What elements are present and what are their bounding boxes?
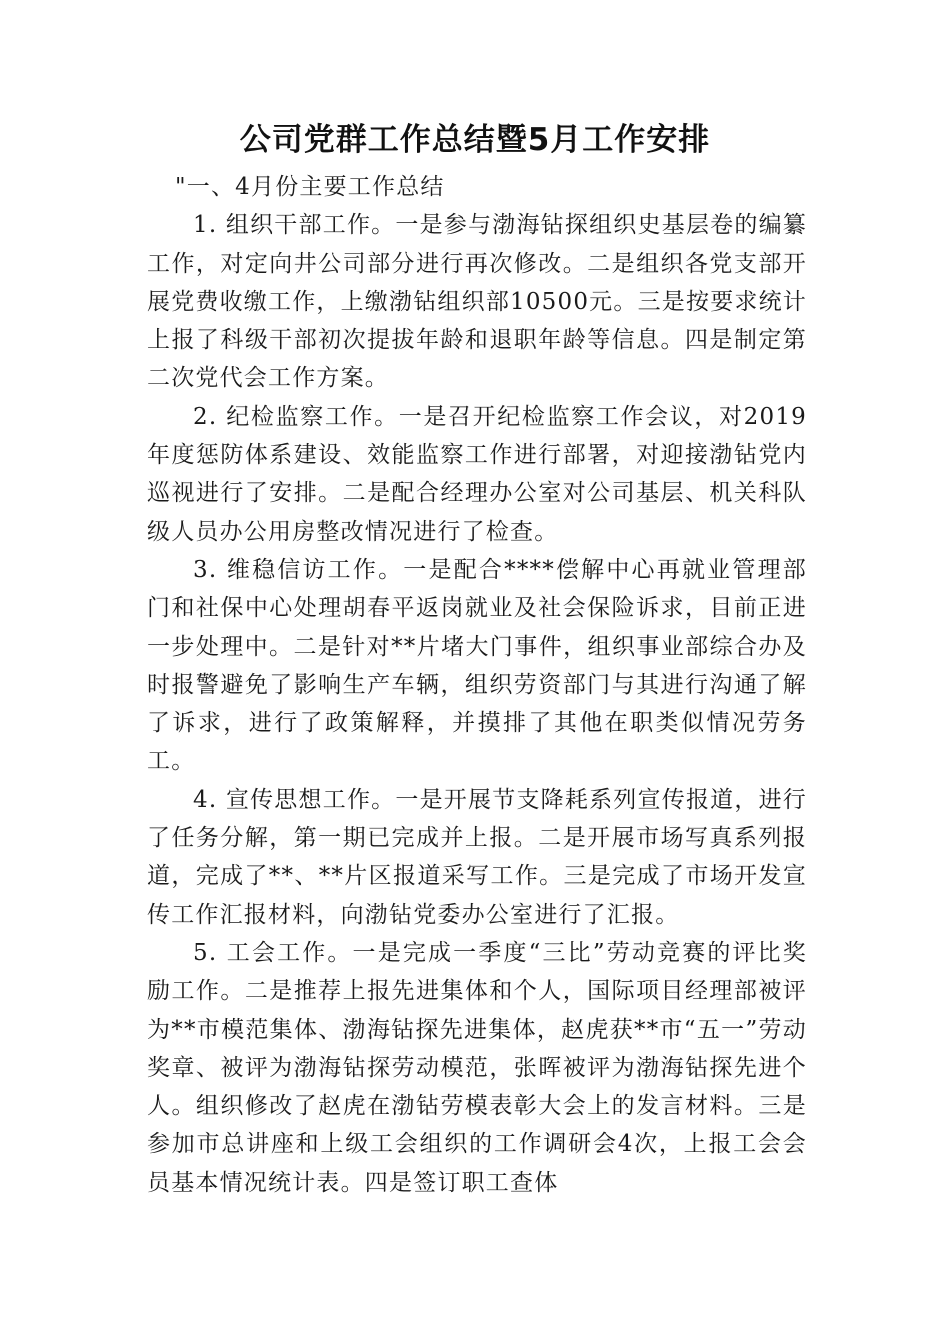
paragraph-publicity: 4. 宣传思想工作。一是开展节支降耗系列宣传报道，进行了任务分解，第一期已完成并上报。二是开展市场写真系列报道，完成了**、**片区报道采写工作。三是完成了市场开发宣传工作汇报材料，向渤钻党委办公室进行了汇报。 [147,786,807,928]
section-heading: "一、4月份主要工作总结 [175,174,445,200]
paragraph-union: 5. 工会工作。一是完成一季度“三比”劳动竞赛的评比奖励工作。二是推荐上报先进集体和个人，国际项目经理部被评为**市模范集体、渤海钻探先进集体，赵虎获**市“五一”劳动奖章、被评为渤海钻探劳动模范，张晖被评为渤海钻探先进个人。组织修改了赵虎在渤钻劳模表彰大会上的发言材料。三是参加市总讲座和上级工会组织的工作调研会4次，上报工会会员基本情况统计表。四是签订职工查体 [147,939,807,1196]
paragraph-discipline: 2. 纪检监察工作。一是召开纪检监察工作会议，对2019年度惩防体系建设、效能监察工作进行部署，对迎接渤钻党内巡视进行了安排。二是配合经理办公室对公司基层、机关科队级人员办公用房整改情况进行了检查。 [147,403,807,545]
document-body [147,168,807,1202]
paragraph-organization: 1. 组织干部工作。一是参与渤海钻探组织史基层卷的编纂工作，对定向井公司部分进行再次修改。二是组织各党支部开展党费收缴工作，上缴渤钻组织部10500元。三是按要求统计上报了科级干部初次提拔年龄和退职年龄等信息。四是制定第二次党代会工作方案。 [147,212,807,392]
document-title: 公司党群工作总结暨5月工作安排 [239,122,711,158]
paragraph-stability: 3. 维稳信访工作。一是配合****偿解中心再就业管理部门和社保中心处理胡春平返岗就业及社会保险诉求，目前正进一步处理中。二是针对**片堵大门事件，组织事业部综合办及时报警避免了影响生产车辆，组织劳资部门与其进行沟通了解了诉求，进行了政策解释，并摸排了其他在职类似情况劳务工。 [147,556,807,775]
